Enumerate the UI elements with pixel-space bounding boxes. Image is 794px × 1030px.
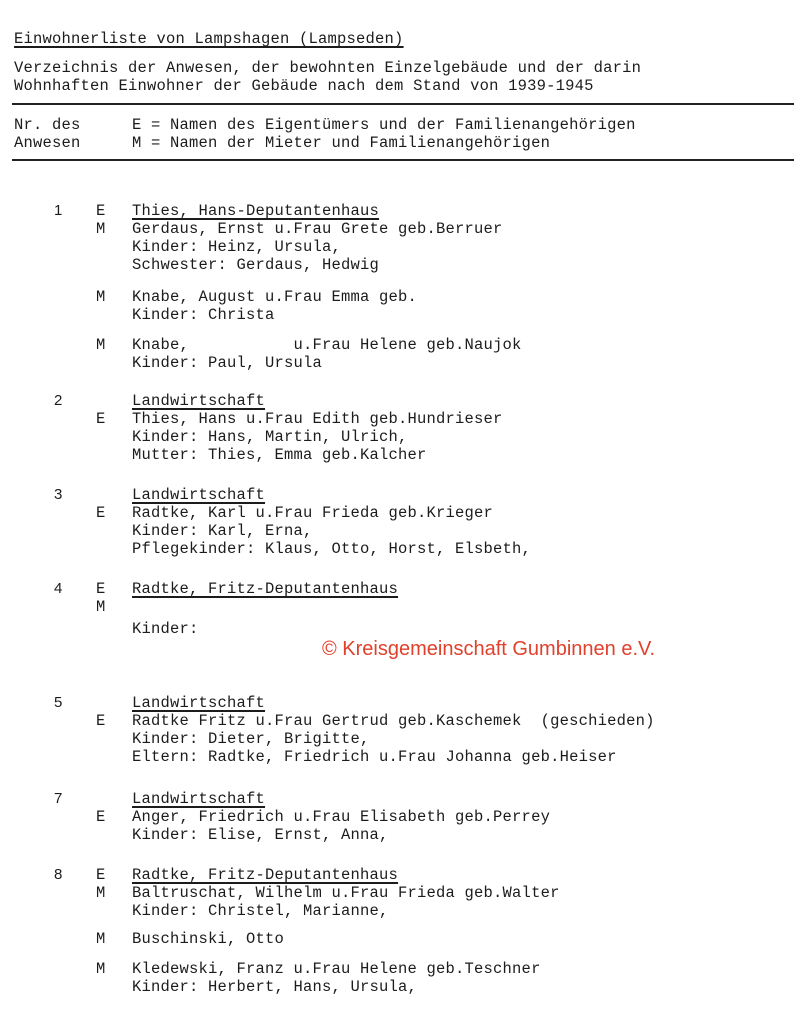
entry-number: 2 [54,392,63,409]
entry-text: Knabe, u.Frau Helene geb.Naujok [132,336,522,354]
entry-code: E [96,410,106,428]
entry-text: Knabe, August u.Frau Emma geb. [132,288,418,306]
subtitle-line-2: Wohnhaften Einwohner der Gebäude nach dem Stand von 1939-1945 [14,77,594,95]
entry-text: Kinder: Hans, Martin, Ulrich, [132,428,408,446]
entry-text: Kinder: [132,620,199,638]
entry-text: Pflegekinder: Klaus, Otto, Horst, Elsbeth, [132,540,532,558]
entry-text: Kinder: Christa [132,306,275,324]
entry-text: Kledewski, Franz u.Frau Helene geb.Teschner [132,960,541,978]
entry-code: E [96,808,106,826]
entry-code: E [96,504,106,522]
entry-text: Kinder: Paul, Ursula [132,354,323,372]
entry-code: E [96,202,106,220]
page-title: Einwohnerliste von Lampshagen (Lampseden) [14,30,404,48]
entry-text: Eltern: Radtke, Friedrich u.Frau Johanna geb.Heiser [132,748,617,766]
entry-number: 7 [54,790,63,807]
legend-col1-line2: Anwesen [14,134,81,152]
entry-code: E [96,580,106,598]
entry-heading: Landwirtschaft [132,392,266,410]
entry-text: Radtke, Karl u.Frau Frieda geb.Krieger [132,504,494,522]
entry-text: Kinder: Heinz, Ursula, [132,238,342,256]
entry-heading: Landwirtschaft [132,486,266,504]
entry-text: Kinder: Christel, Marianne, [132,902,389,920]
entry-code: M [96,336,106,354]
entry-heading: Radtke, Fritz-Deputantenhaus [132,580,399,598]
entry-code: M [96,220,106,238]
entry-text: Mutter: Thies, Emma geb.Kalcher [132,446,427,464]
entry-heading: Landwirtschaft [132,790,266,808]
entry-text: Anger, Friedrich u.Frau Elisabeth geb.Perrey [132,808,551,826]
entry-text: Kinder: Herbert, Hans, Ursula, [132,978,418,996]
entry-code: M [96,930,106,948]
entry-text: Kinder: Dieter, Brigitte, [132,730,370,748]
entry-text: Kinder: Karl, Erna, [132,522,313,540]
subtitle-line-1: Verzeichnis der Anwesen, der bewohnten Einzelgebäude und der darin [14,59,642,77]
entry-text: Schwester: Gerdaus, Hedwig [132,256,380,274]
entry-heading: Landwirtschaft [132,694,266,712]
entry-code: M [96,598,106,616]
header-divider-bottom [12,159,794,161]
entry-text: Thies, Hans u.Frau Edith geb.Hundrieser [132,410,503,428]
entry-heading: Radtke, Fritz-Deputantenhaus [132,866,399,884]
entry-code: M [96,288,106,306]
header-divider-top [12,103,794,105]
entry-text: Gerdaus, Ernst u.Frau Grete geb.Berruer [132,220,503,238]
entry-number: 5 [54,694,63,711]
entry-number: 1 [54,202,63,219]
entry-code: M [96,960,106,978]
entry-text: Buschinski, Otto [132,930,285,948]
entry-number: 4 [54,580,63,597]
entry-text: Kinder: Elise, Ernst, Anna, [132,826,389,844]
legend-m-definition: M = Namen der Mieter und Familienangehörigen [132,134,551,152]
copyright-watermark: © Kreisgemeinschaft Gumbinnen e.V. [322,638,656,660]
legend-col1-line1: Nr. des [14,116,81,134]
entry-heading: Thies, Hans-Deputantenhaus [132,202,380,220]
legend-e-definition: E = Namen des Eigentümers und der Familienangehörigen [132,116,636,134]
entry-text: Radtke Fritz u.Frau Gertrud geb.Kaschemek (geschieden) [132,712,655,730]
entry-text: Baltruschat, Wilhelm u.Frau Frieda geb.Walter [132,884,560,902]
entry-number: 8 [54,866,63,883]
entry-number: 3 [54,486,63,503]
entry-code: E [96,712,106,730]
entry-code: M [96,884,106,902]
entry-code: E [96,866,106,884]
